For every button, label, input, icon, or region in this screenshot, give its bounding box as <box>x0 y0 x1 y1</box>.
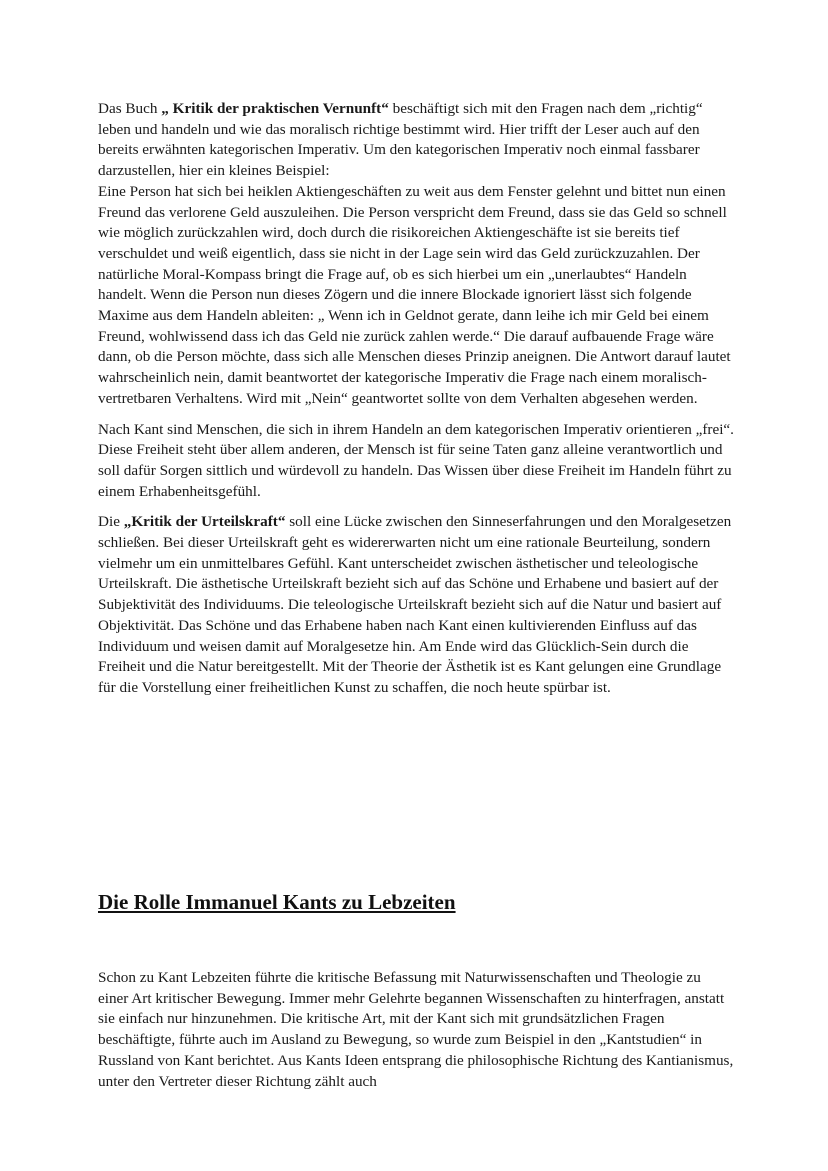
paragraph-text: soll eine Lücke zwischen den Sinneserfahrungen und den Moralgesetzen schließen. Bei dieser Urteilskraft geht es widererwarten nicht um eine rationale Beurteilung, sondern vielmehr um ein unmittelbares Gefühl. Kant unterscheidet zwischen ästhetischer und teleologische Urteilskraft. Die ästhetische Urteilskraft bezieht sich auf das Schöne und Erhabene und basiert auf der Subjektivität des Individuums. Die teleologische Urteilskraft bezieht sich auf die Natur und basiert auf Objektivität. Das Schöne und das Erhabene haben nach Kant einen kultivierenden Einfluss auf das Individuum und weisen damit auf Moralgesetze hin. Am Ende wird das Glücklich-Sein durch die Freiheit und die Natur bereitgestellt. Mit der Theorie der Ästhetik ist es Kant gelungen eine Grundlage für die Vorstellung einer freiheitlichen Kunst zu schaffen, die noch heute spürbar ist. <box>98 513 732 696</box>
paragraph-text: beschäftigt sich mit den Fragen nach dem „richtig“ leben und handeln und wie das moralisch richtige bestimmt wird. Hier trifft der Leser auch auf den bereits erwähnten kategorischen Imperativ. Um den kategorischen Imperativ noch einmal fassbarer darzustellen, hier ein kleines Beispiel: <box>98 100 703 180</box>
book-title-bold: „ Kritik der praktischen Vernunft“ <box>161 100 389 117</box>
section-body <box>98 968 734 1092</box>
section-heading: Die Rolle Immanuel Kants zu Lebzeiten <box>98 890 456 914</box>
example-text: Eine Person hat sich bei heiklen Aktiengeschäften zu weit aus dem Fenster gelehnt und bittet nun einen Freund das verlorene Geld auszuleihen. Die Person verspricht dem Freund, dass sie das Geld so schnell wie möglich zurückzahlen wird, doch durch die risikoreichen Aktiengeschäfte ist sie bereits tief verschuldet und weiß eigentlich, dass sie nicht in der Lage sein wird das Geld zurückzuzahlen. Der natürliche Moral-Kompass bringt die Frage auf, ob es sich hierbei um ein „unerlaubtes“ Handeln handelt. Wenn die Person nun dieses Zögern und die innere Blockade ignoriert lässt sich folgende Maxime aus dem Handeln ableiten: „ Wenn ich in Geldnot gerate, dann leihe ich mir Geld bei einem Freund, wohlwissend dass ich das Geld nie zurück zahlen werde.“ Die darauf aufbauende Frage wäre dann, ob die Person möchte, dass sich alle Menschen dieses Prinzip aneignen. Die Antwort darauf lautet wahrscheinlich nein, damit beantwortet der kategorische Imperativ die Frage nach einem moralisch- vertretbaren Verhaltens. Wird mit „Nein“ geantwortet sollte von dem Verhalten abgesehen werden. <box>98 182 731 407</box>
book-title-bold: „Kritik der Urteilskraft“ <box>123 513 286 531</box>
paragraph-text: Das Buch <box>98 100 162 117</box>
paragraph-lebzeiten: Schon zu Kant Lebzeiten führte die kritische Befassung mit Naturwissenschaften und Theologie zu einer Art kritischer Bewegung. Immer mehr Gelehrte begannen Wissenschaften zu hinterfragen, anstatt sie einfach nur hinzunehmen. Die kritische Art, mit der Kant sich mit grundsätzlichen Fragen beschäftigte, führte auch im Ausland zu Bewegung, so wurde zum Beispiel in den „Kantstudien“ in Russland von Kant berichtet. Aus Kants Ideen entsprang die philosophische Richtung des Kantianismus, unter den Vertreter dieser Richtung zählt auch <box>98 969 734 1090</box>
main-text <box>98 99 734 709</box>
paragraph-freiheit: Nach Kant sind Menschen, die sich in ihrem Handeln an dem kategorischen Imperativ orientieren „frei“. Diese Freiheit steht über allem anderen, der Mensch ist für seine Taten ganz alleine verantwortlich und soll dafür Sorgen sittlich und würdevoll zu handeln. Das Wissen über diese Freiheit im Handeln führt zu einem Erhabenheitsgefühl. <box>98 420 734 500</box>
paragraph-text: Die <box>98 513 124 531</box>
paragraph-kritik-praktische-vernunft <box>98 99 734 410</box>
paragraph-kritik-urteilskraft <box>98 512 734 698</box>
